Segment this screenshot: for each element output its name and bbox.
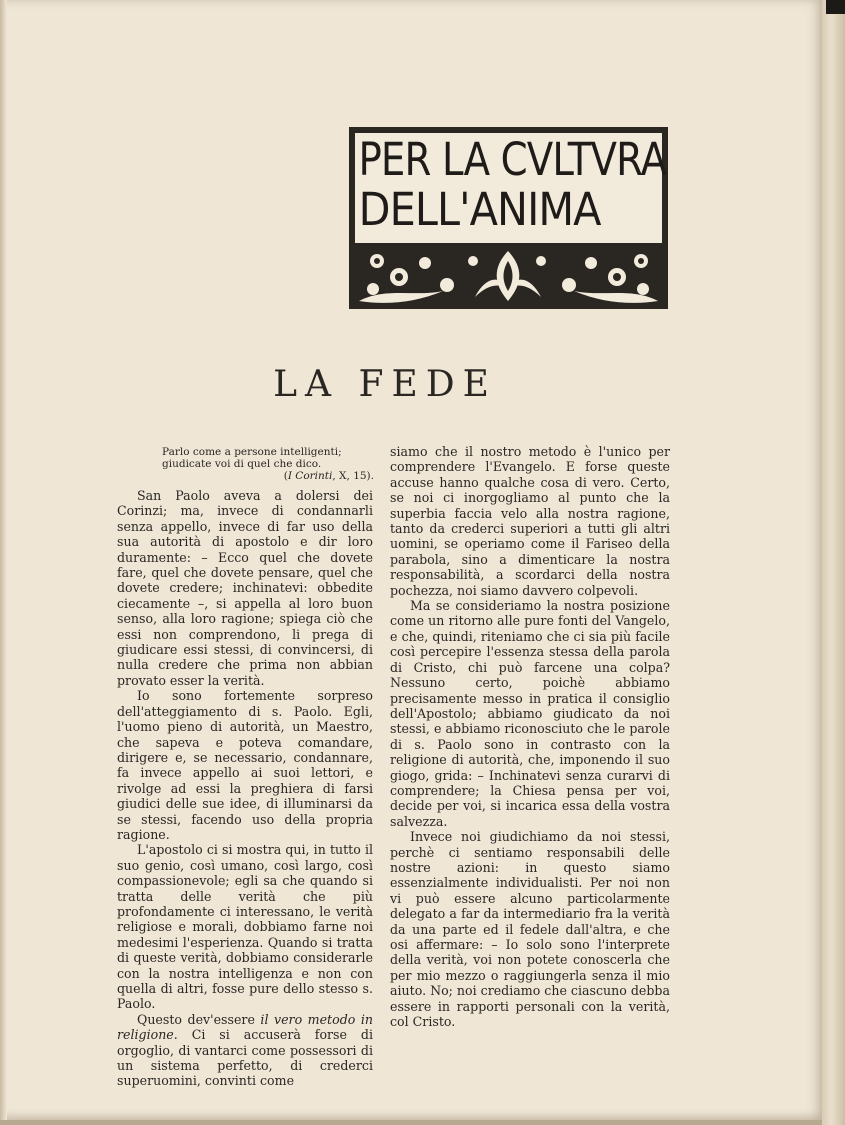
epigraph-book: I Corinti: [287, 470, 333, 482]
epigraph-text: Parlo come a persone intelligenti; giudicate voi di quel che dico.: [162, 446, 342, 470]
paragraph: siamo che il nostro metodo è l'unico per comprendere l'Evangelo. E forse queste accuse hanno qualche cosa di vero. Certo, se noi ci inorgogliamo al punto che la superbia faccia velo alla nostra ragione, tanto da crederci superiori a tutti gli altri uomini, se operiamo come il Fariseo della parabola, sino a dimenticare la nostra responsabilità, a scordarci della nostra pochezza, noi siamo davvero colpevoli.: [390, 444, 670, 598]
masthead-lettering: [355, 133, 667, 243]
masthead-line-2: DELL'ANIMA: [358, 183, 601, 236]
page-gutter: [0, 0, 7, 1120]
paragraph: Invece noi giudichiamo da noi stessi, perchè ci sentiamo responsabili delle nostre azioni: in questo siamo essenzialmente individualisti. Per noi non vi può essere alcuno particolarmente delegato a far da intermediario fra la verità da una parte ed il fedele dall'altra, e che osi affermare: – Io solo sono l'interprete della verità, voi non potete conoscerla che per mio mezzo o raggiungerla senza il mio aiuto. No; noi crediamo che ciascuno debba essere in rapporti personali con la verità, col Cristo.: [390, 829, 670, 1030]
epigraph: [162, 446, 374, 482]
paragraph-text: Questo dev'essere: [137, 1011, 261, 1027]
paragraph-text: . Ci si accuserà forse di orgoglio, di vantarci come possessori di un sistema perfetto, di crederci superuomini, convinti come: [117, 1027, 373, 1089]
paragraph: San Paolo aveva a dolersi dei Corinzi; ma, invece di condannarli senza appello, invece di far uso della sua autorità di apostolo e dir loro duramente: – Ecco quel che dovete fare, quel che dovete pensare, quel che dovete credere; inchinatevi: obbedite ciecamente –, si appella al loro buon senso, alla loro ragione; spiega ciò che essi non comprendono, li prega di giudicare essi stessi, di convincersi, di nulla credere che prima non abbian provato esser la verità.: [117, 488, 373, 688]
paragraph: [117, 1012, 373, 1089]
paragraph: L'apostolo ci si mostra qui, in tutto il suo genio, così umano, così largo, così compassionevole; egli sa che quando si tratta delle verità che più profondamente ci interessano, le verità religiose e morali, dobbiamo farne noi medesimi l'esperienza. Quando si tratta di queste verità, dobbiamo considerarle con la nostra intelligenza e non con quella di altri, fosse pure dello stesso s. Paolo.: [117, 842, 373, 1012]
masthead-woodcut: [349, 127, 668, 309]
text-column-right: [390, 444, 670, 1029]
page-corner: [826, 0, 845, 14]
floral-ornament-icon: [355, 247, 662, 305]
emphasis-text: il vero metodo in religione: [117, 1011, 373, 1043]
epigraph-verse: , X, 15).: [332, 470, 374, 482]
masthead-line-1: PER LA CVLTVRA: [358, 133, 667, 186]
epigraph-reference: (I Corinti, X, 15).: [283, 470, 374, 482]
text-column-left: [117, 488, 373, 1089]
page-edge: [822, 0, 845, 1125]
paragraph: Ma se consideriamo la nostra posizione come un ritorno alle pure fonti del Vangelo, e che, quindi, riteniamo che ci sia più facile così percepire l'essenza stessa della parola di Cristo, chi può farcene una colpa? Nessuno certo, poichè abbiamo precisamente messo in pratica il consiglio dell'Apostolo; abbiamo giudicato da noi stessi, e abbiamo riconosciuto che le parole di s. Paolo sono in contrasto con la religione di autorità, che, imponendo il suo giogo, grida: – Inchinatevi senza curarvi di comprendere; la Chiesa pensa per voi, decide per voi, si incarica essa della vostra salvezza.: [390, 598, 670, 829]
paragraph: Io sono fortemente sorpreso dell'atteggiamento di s. Paolo. Egli, l'uomo pieno di autorità, un Maestro, che sapeva e poteva comandare, dirigere e, se necessario, condannare, fa invece appello ai suoi lettori, e rivolge ad essi la preghiera di farsi giudici delle sue idee, di illuminarsi da se stessi, facendo uso della propria ragione.: [117, 688, 373, 842]
article-title: LA FEDE: [273, 364, 497, 405]
